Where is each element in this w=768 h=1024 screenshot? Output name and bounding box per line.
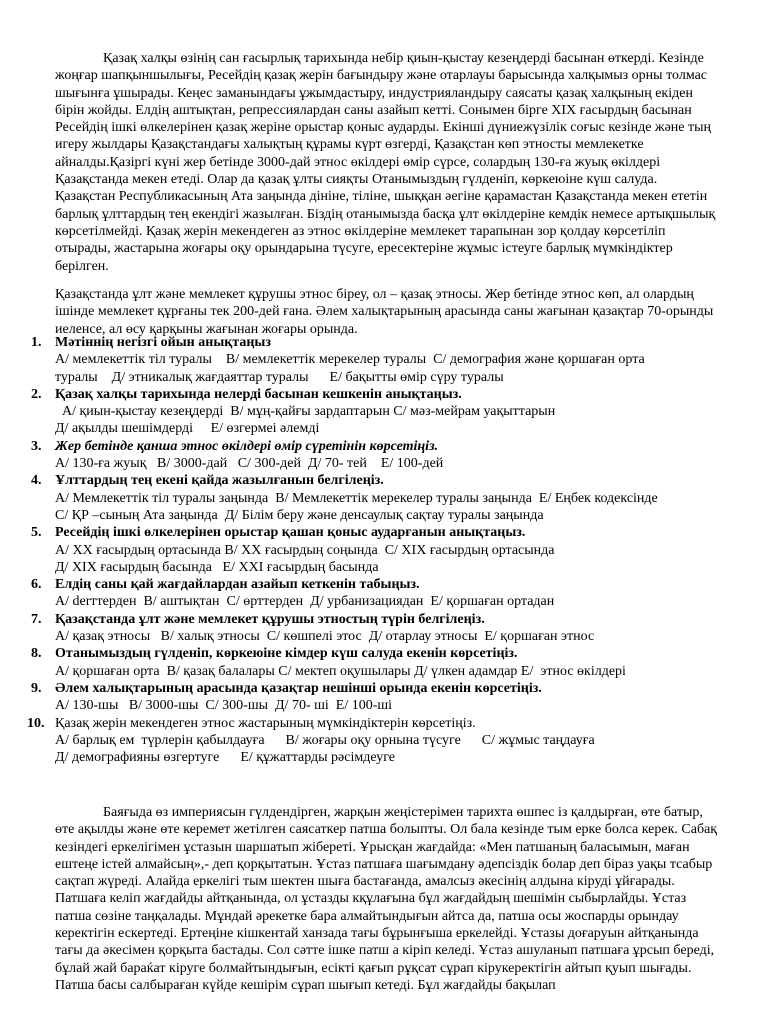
question-text: Жер бетінде қанша этнос өкілдері өмір сүретінін көрсетіңіз. bbox=[55, 438, 439, 454]
question-number: 9. bbox=[31, 680, 42, 696]
question-text: Ресейдің ішкі өлкелерінен орыстар қашан қоныс аударғанын анықтаңыз. bbox=[55, 525, 526, 541]
answer-options-line: А/ қазақ этносы В/ халық этносы С/ көшпелі этос Д/ отарлау этносы Е/ қоршаған этнос bbox=[55, 629, 595, 645]
question-number: 2. bbox=[31, 386, 42, 402]
question-number: 7. bbox=[31, 611, 42, 627]
question-item bbox=[31, 472, 735, 524]
question-item bbox=[31, 334, 735, 386]
question-number: 5. bbox=[31, 525, 42, 541]
question-item bbox=[31, 611, 735, 646]
question-item bbox=[31, 524, 735, 576]
passage-1-paragraph-1: Қазақ халқы өзінің сан ғасырлық тарихында небір қиын-қыстау кезеңдерді басынан өткерді. Кезінде жоңғар шапқыншылығы, Ресейдің қазақ жерін бағындыру және отарлауы барысында халқымыз орны толмас шығынға ұшырады. Кеңес заманындағы ұжымдастыру, индустрияландыру саясаты қазақ халқының екіден бірін жойды. Елдің аштықтан, репрессиялардан саны азайып кетті. Сонымен бірге ХІХ ғасырдың басынан Ресейдің ішкі өлкелерінен қазақ жеріне орыстар қоныс аударды. Екінші дүниежүзілік соғыс кезінде және тың игеру жылдары Қазақстандағы халықтың құрамы күрт өзгерді, Қазақстан көп этносты мемлекетке айналды.Қазіргі күні жер бетінде 3000-дай этнос өкілдері өмір сүрсе, солардың 130-ға жуық өкілдері Қазақстанда мекен етеді. Олар да қазақ ұлты сияқты Отанымыздың гүлденіп, көркеюіне күш салуда. Қазақстан Республикасының Ата заңында дініне, тіліне, шыққан әегіне қарамастан Қазақстанда мекен ететін барлық ұлттардың тең екендігі жазылған. Біздің отанымызда басқа ұлт өкілдеріне кемдік немесе артықшылық көрсетілмейді. Қазақ жерін мекендеген аз этнос өкілдеріне мемлекет тарапынан зор қолдау көрсетіліп отырады, жастарына жоғары оқу орындарына түсуге, ересектеріне жұмыс істеуге барлық мүмкіндіктер берілген. bbox=[55, 51, 716, 274]
question-number: 6. bbox=[31, 577, 42, 593]
question-item bbox=[27, 715, 735, 767]
answer-options-line: А/ ХХ ғасырдың ортасында В/ ХХ ғасырдың соңында С/ ХІХ ғасырдың ортасында bbox=[55, 542, 555, 558]
answer-options-line: туралы Д/ этникалық жағдаяттар туралы Е/ бақытты өмір сүру туралы bbox=[55, 369, 504, 385]
passage-2-paragraph-1: Баяғыда өз империясын гүлдендірген, жарқын жеңістерімен тарихта өшпес із қалдырған, өте батыр, өте ақылды және өте керемет жетілген саясаткер патша болыпты. Ол бала кезінде тым ерке болса керек. Сабақ кезіндегі еркелігімен ұстазын шаршатып жібереті. Ұрысқан жағдайда: «Мен патшаның баласымын, маған ештеңе істей алмайсың»,- деп қорқытатын. Ұстаз патшаға шағымдану әдепсіздік болар деп біраз уақы тсабыр сақтап жүреді. Алайда еркелігі тым шектен шыға бастағанда, амалсыз әкесінің алдына кіруді ұйғарады. Патшаға келіп жағдайды айтқанында, ол ұстазды кқұлағына бұл жағдайдың шешімін сыбырлайды. Ұстаз патша сөзіне таңқалады. Мұндай әрекетке бара алмайтындығын айтса да, патша осы жоспарды орындау керектігін ескертеді. Ертеңіне кішкентай ханзада тағы бұрынғыша еркелейді. Ұстазы доғаруын айтқанында тағы да әкесімен қорқыта бастады. Сол сәтте ішке патш а кіріп келеді. Ұстаз ашуланып патшаға ұрсып береді, бұлай жай бараќат кіруге болмайтындығын, есікті қағып рұқсат сұрап кірукеректігін айтып қуып шығады. Патша басы салбыраған күйде кешірім сұрап шығып кетеді. Бұл жағдайды бақылап bbox=[55, 805, 718, 993]
question-text: Қазақстанда ұлт және мемлекет құрушы этностың түрін белгілеңіз. bbox=[55, 611, 485, 627]
question-text: Отанымыздың гүлденіп, көркеюіне кімдер күш салуда екенін көрсетіңіз. bbox=[55, 646, 518, 662]
question-item bbox=[31, 576, 735, 611]
passage-1-paragraph-2: Қазақстанда ұлт және мемлекет құрушы этнос біреу, ол – қазақ этносы. Жер бетінде этнос көп, ал олардың ішінде мемлекет құрғаны тек 200-дей ғана. Әлем халықтарының арасында саны жағынан қазақтар 70-орынды иеленсе, ал өсу қарқыны жағынан жоғары орында. bbox=[55, 287, 714, 337]
question-item bbox=[31, 680, 735, 715]
question-number: 3. bbox=[31, 438, 42, 454]
answer-options-line: С/ ҚР –сының Ата заңында Д/ Білім беру және денсаулық сақтау туралы заңында bbox=[55, 507, 544, 523]
answer-options-line: А/ қиын-қыстау кезеңдерді В/ мұң-қайғы зардаптарын С/ мәз-мейрам уақыттарын bbox=[55, 404, 556, 420]
question-number: 1. bbox=[31, 335, 42, 350]
answer-options-line: А/ 130-шы В/ 3000-шы С/ 300-шы Д/ 70- ші Е/ 100-ші bbox=[55, 698, 393, 714]
answer-options-line: А/ derттерден В/ аштықтан С/ өрттерден Д/ урбанизациядан Е/ қоршаған ортадан bbox=[55, 594, 555, 610]
question-item bbox=[31, 438, 735, 473]
question-text: Ұлттардың тең екені қайда жазылғанын белгілеңіз. bbox=[55, 473, 384, 489]
question-text: Әлем халықтарының арасында қазақтар нешінші орында екенін көрсетіңіз. bbox=[55, 680, 542, 696]
answer-options-line: А/ мемлекеттік тіл туралы В/ мемлекеттік мерекелер туралы С/ демография және қоршаған орта bbox=[55, 352, 645, 368]
answer-options-line: А/ барлық ем түрлерін қабылдауға В/ жоғары оқу орнына түсуге С/ жұмыс таңдауға bbox=[55, 732, 595, 748]
question-number: 8. bbox=[31, 646, 42, 662]
question-number: 10. bbox=[27, 715, 45, 731]
question-text: Елдің саны қай жағдайлардан азайып кеткенін табыңыз. bbox=[55, 577, 420, 593]
question-list bbox=[27, 334, 735, 766]
answer-options-line: А/ қоршаған орта В/ қазақ балалары С/ мектеп оқушылары Д/ үлкен адамдар Е/ этнос өкілдері bbox=[55, 663, 626, 679]
answer-options-line: Д/ демографияны өзгертуге Е/ құжаттарды рәсімдеуге bbox=[55, 750, 395, 766]
question-number: 4. bbox=[31, 473, 42, 489]
answer-options-line: А/ 130-ға жуық В/ 3000-дай С/ 300-дей Д/ 70- тей Е/ 100-дей bbox=[55, 456, 444, 472]
question-text: Қазақ жерін мекендеген этнос жастарының мүмкіндіктерін көрсетіңіз. bbox=[55, 715, 476, 731]
answer-options-line: Д/ ақылды шешімдерді Е/ өзгермеі әлемді bbox=[55, 421, 320, 437]
question-text: Мәтіннің негізгі ойын анықтаңыз bbox=[55, 335, 271, 350]
answer-options-line: Д/ ХІХ ғасырдың басында Е/ ХХІ ғасырдың басында bbox=[55, 559, 379, 575]
answer-options-line: А/ Мемлекеттік тіл туралы заңында В/ Мемлекеттік мерекелер туралы заңында Е/ Еңбек кодексінде bbox=[55, 490, 658, 506]
question-text: Қазақ халқы тарихында нелерді басынан кешкенін анықтаңыз. bbox=[55, 386, 462, 402]
question-item bbox=[31, 645, 735, 680]
question-item bbox=[31, 386, 735, 438]
